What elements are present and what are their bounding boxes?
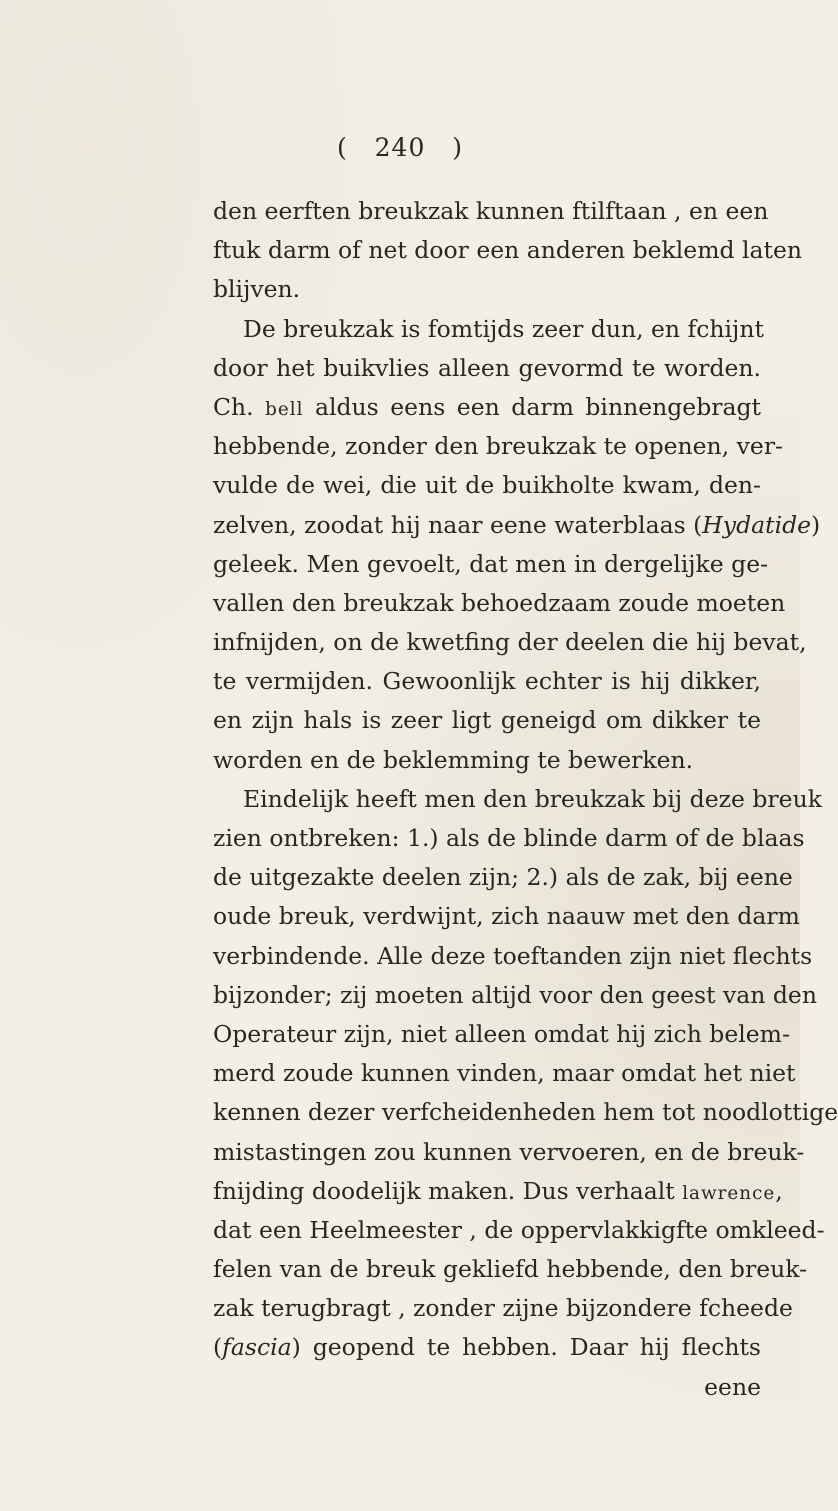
text-line-26-start: fnijding doodelijk maken. Dus verhaalt bbox=[213, 1176, 683, 1205]
author-name-smallcaps-2: lawrence bbox=[682, 1182, 776, 1204]
text-line-7: hebbende, zonder den breukzak te openen, ver- bbox=[213, 432, 783, 461]
text-line-24: kennen dezer verfcheidenheden hem tot noodlottige bbox=[213, 1098, 838, 1127]
text-line-20: verbindende. Alle deze toeftanden zijn niet flechts bbox=[213, 941, 813, 970]
page-number: ( 240 ) bbox=[336, 133, 464, 162]
text-line-30-start: ( bbox=[213, 1333, 223, 1362]
text-line-9-start: zelven, zoodat hij naar eene waterblaas ( bbox=[213, 510, 703, 539]
text-line-1: den eerften breukzak kunnen ftilftaan , en een bbox=[213, 197, 769, 225]
text-line-3: blijven. bbox=[213, 275, 301, 304]
text-line-4: De breukzak is fomtijds zeer dun, en fchijnt bbox=[243, 314, 764, 343]
text-line-28: felen van de breuk gekliefd hebbende, den breuk- bbox=[213, 1255, 808, 1284]
text-line-30-end: ) geopend te hebben. Daar hij flechts bbox=[291, 1333, 761, 1362]
text-line-9 bbox=[213, 506, 821, 545]
text-line-18: de uitgezakte deelen zijn; 2.) als de zak, bij eene bbox=[213, 863, 793, 892]
text-line-16: Eindelijk heeft men den breukzak bij deze breuk bbox=[243, 784, 822, 813]
text-line-15: worden en de beklemming te bewerken. bbox=[213, 745, 694, 774]
text-line-17: zien ontbreken: 1.) als de blinde darm of de blaas bbox=[213, 824, 805, 852]
text-line-23: merd zoude kunnen vinden, maar omdat het niet bbox=[213, 1059, 796, 1088]
text-line-6-rest: aldus eens een darm binnengebragt bbox=[303, 392, 761, 421]
text-line-21: bijzonder; zij moeten altijd voor den geest van den bbox=[213, 980, 817, 1009]
text-line-8: vulde de wei, die uit de buikholte kwam, den- bbox=[213, 471, 761, 500]
text-line-25: mistastingen zou kunnen vervoeren, en de breuk- bbox=[213, 1137, 805, 1166]
text-line-30 bbox=[213, 1328, 761, 1367]
text-line-22: Operateur zijn, niet alleen omdat hij zich belem- bbox=[213, 1019, 790, 1048]
text-line-13: te vermijden. Gewoonlijk echter is hij dikker, bbox=[213, 667, 761, 696]
author-name-prefix: Ch. bbox=[213, 392, 266, 421]
catchword: eene bbox=[704, 1372, 761, 1401]
text-line-5: door het buikvlies alleen gevormd te worden. bbox=[213, 353, 761, 382]
term-italic: Hydatide bbox=[702, 510, 812, 539]
text-line-29: zak terugbragt , zonder zijne bijzondere fcheede bbox=[213, 1294, 793, 1323]
text-line-11: vallen den breukzak behoedzaam zoude moeten bbox=[213, 588, 786, 617]
text-line-26 bbox=[213, 1172, 783, 1211]
text-line-19: oude breuk, verdwijnt, zich naauw met den darm bbox=[213, 902, 800, 931]
author-name-smallcaps: bell bbox=[265, 398, 304, 420]
text-line-10: geleek. Men gevoelt, dat men in dergelijke ge- bbox=[213, 549, 769, 578]
text-line-9-end: ) bbox=[811, 510, 821, 539]
text-line-6 bbox=[213, 388, 761, 427]
text-line-2: ftuk darm of net door een anderen beklemd laten bbox=[213, 236, 803, 265]
text-line-26-end: , bbox=[775, 1176, 783, 1205]
text-line-12: infnijden, on de kwetfing der deelen die hij bevat, bbox=[213, 628, 807, 657]
text-line-14: en zijn hals is zeer ligt geneigd om dikker te bbox=[213, 706, 761, 735]
body-text bbox=[213, 192, 838, 1407]
text-line-27: dat een Heelmeester , de oppervlakkigfte omkleed- bbox=[213, 1215, 825, 1244]
term-italic-2: fascia bbox=[222, 1333, 292, 1362]
